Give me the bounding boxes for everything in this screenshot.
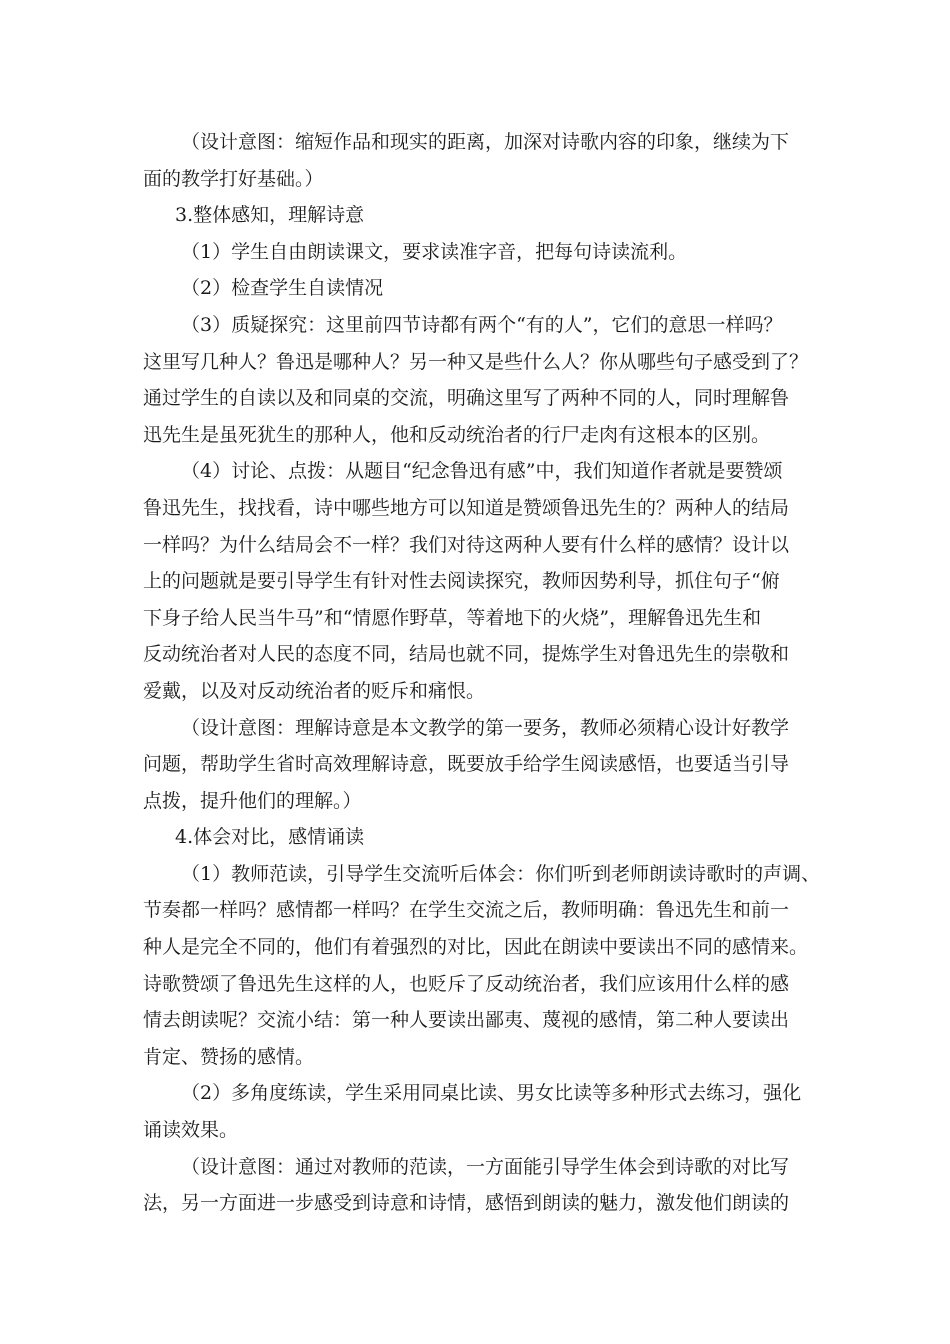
text-line: （2）多角度练读，学生采用同桌比读、男女比读等多种形式去练习，强化 [181, 1082, 802, 1105]
text-line: 4.体会对比，感情诵读 [175, 826, 365, 849]
text-line: （1）学生自由朗读课文，要求读准字音，把每句诗读流利。 [181, 240, 688, 263]
text-line: 一样吗？为什么结局会不一样？我们对待这两种人要有什么样的感情？设计以 [143, 533, 790, 556]
text-line: 迅先生是虽死犹生的那种人，他和反动统治者的行尸走肉有这根本的区别。 [143, 423, 771, 446]
text-line: （2）检查学生自读情况 [181, 277, 384, 300]
text-line: 问题，帮助学生省时高效理解诗意，既要放手给学生阅读感悟，也要适当引导 [143, 753, 790, 776]
text-line: 面的教学打好基础。） [143, 167, 324, 190]
text-line: 鲁迅先生，找找看，诗中哪些地方可以知道是赞颂鲁迅先生的？两种人的结局 [143, 496, 790, 519]
text-line: 爱戴，以及对反动统治者的贬斥和痛恨。 [143, 679, 486, 702]
text-line: （设计意图：缩短作品和现实的距离，加深对诗歌内容的印象，继续为下 [181, 131, 790, 153]
text-line: 点拨，提升他们的理解。） [143, 789, 362, 812]
text-line: 通过学生的自读以及和同桌的交流，明确这里写了两种不同的人，同时理解鲁 [143, 387, 790, 410]
text-line: 3.整体感知，理解诗意 [175, 204, 365, 227]
text-line: 法，另一方面进一步感受到诗意和诗情，感悟到朗读的魅力，激发他们朗读的 [143, 1192, 790, 1215]
text-line: 节奏都一样吗？感情都一样吗？在学生交流之后，教师明确：鲁迅先生和前一 [143, 899, 790, 922]
text-line: （1）教师范读，引导学生交流听后体会：你们听到老师朗读诗歌时的声调、 [181, 862, 821, 885]
text-line: 下身子给人民当牛马”和“情愿作野草，等着地下的火烧”，理解鲁迅先生和 [143, 606, 762, 629]
text-line: （4）讨论、点拨：从题目“纪念鲁迅有感”中，我们知道作者就是要赞颂 [181, 460, 783, 483]
text-line: 诗歌赞颂了鲁迅先生这样的人，也贬斥了反动统治者，我们应该用什么样的感 [143, 972, 790, 995]
text-line: （3）质疑探究：这里前四节诗都有两个“有的人”，它们的意思一样吗？ [181, 313, 783, 336]
text-line: 种人是完全不同的，他们有着强烈的对比，因此在朗读中要读出不同的感情来。 [143, 936, 809, 959]
text-line: 肯定、赞扬的感情。 [143, 1045, 315, 1068]
text-line: （设计意图：通过对教师的范读，一方面能引导学生体会到诗歌的对比写 [181, 1155, 790, 1178]
text-line: 诵读效果。 [143, 1119, 239, 1142]
document-body [143, 124, 823, 1222]
text-line: 这里写几种人？鲁迅是哪种人？另一种又是些什么人？你从哪些句子感受到了？ [143, 350, 809, 373]
text-line: 情去朗读呢？交流小结：第一种人要读出鄙夷、蔑视的感情，第二种人要读出 [143, 1009, 790, 1032]
text-line: （设计意图：理解诗意是本文教学的第一要务，教师必须精心设计好教学 [181, 716, 790, 739]
text-line: 上的问题就是要引导学生有针对性去阅读探究，教师因势利导，抓住句子“俯 [143, 570, 780, 593]
text-line: 反动统治者对人民的态度不同，结局也就不同，提炼学生对鲁迅先生的崇敬和 [143, 643, 790, 666]
